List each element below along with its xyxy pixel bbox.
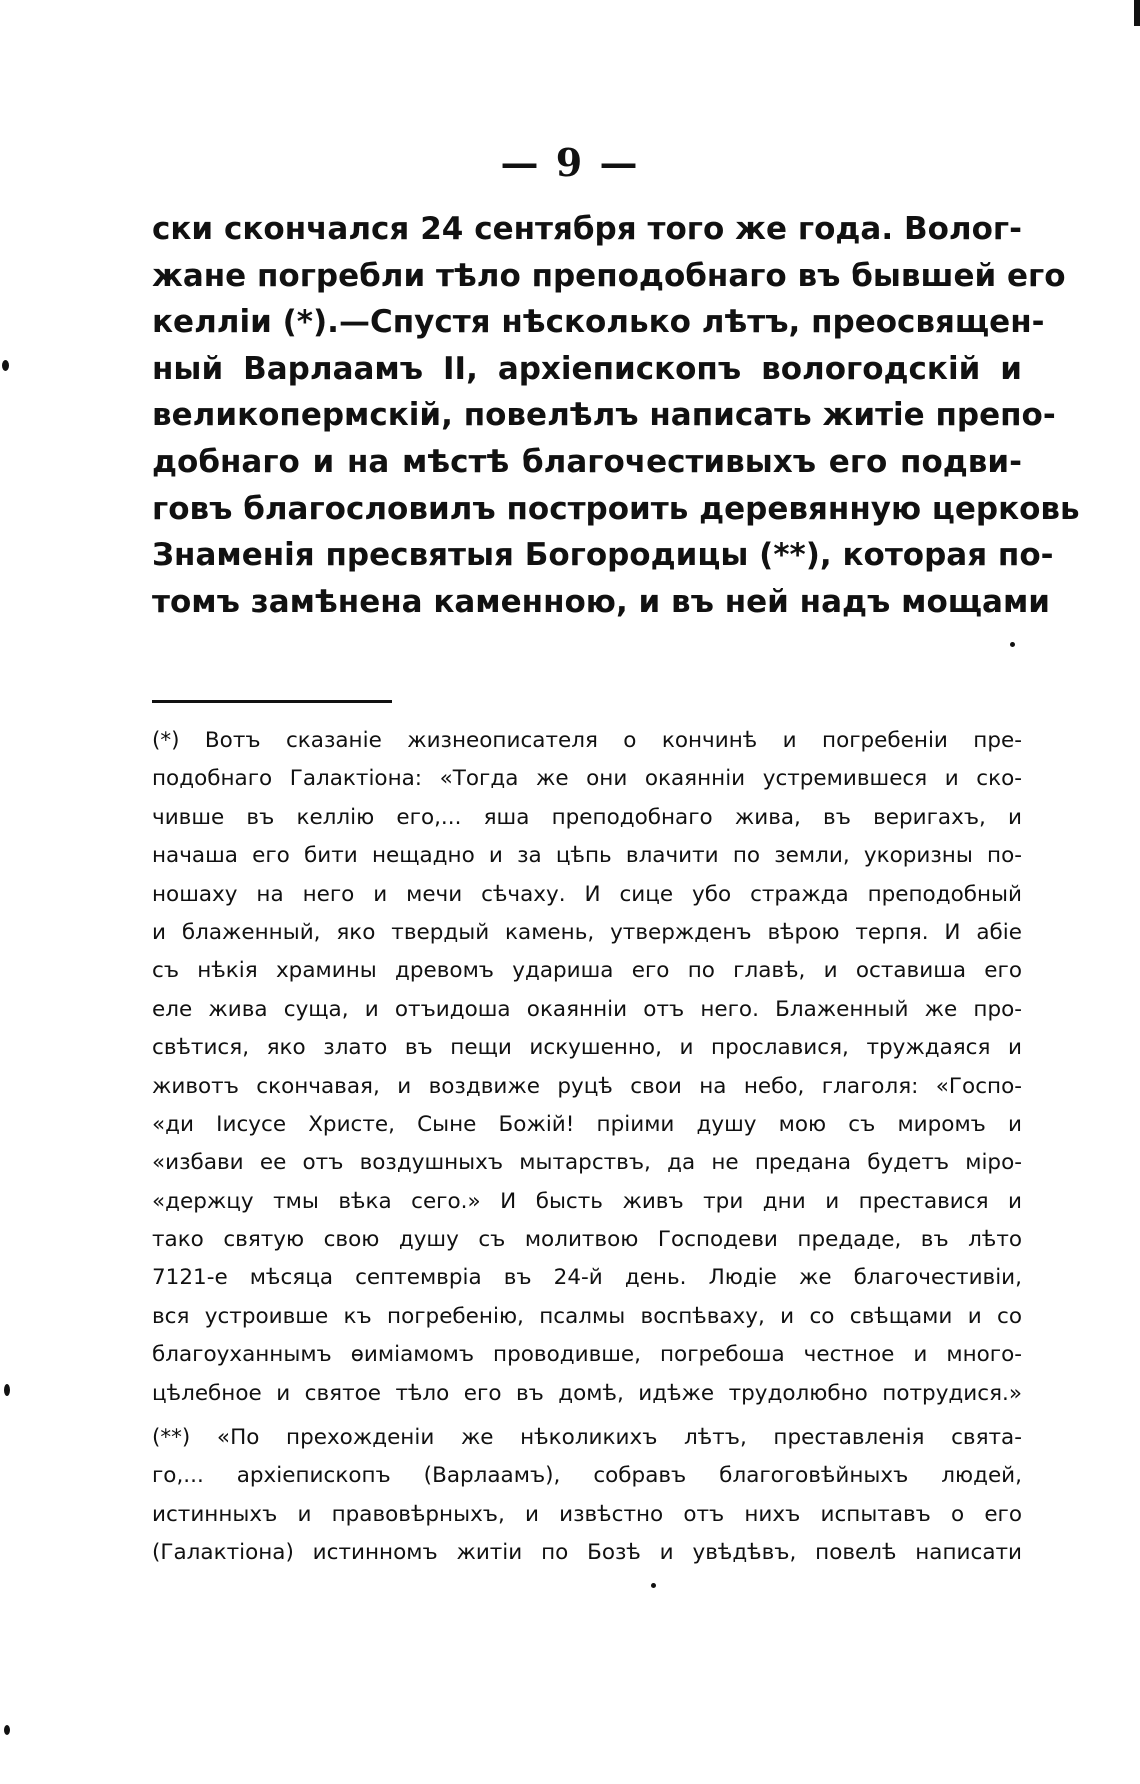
main-text-line: Знаменія пресвятыя Богородицы (**), которая по- <box>152 537 1054 574</box>
scan-speck <box>2 360 9 371</box>
scan-speck <box>4 1384 10 1396</box>
footnote-2 <box>152 1419 1022 1573</box>
scan-speck <box>4 1725 10 1735</box>
main-text <box>152 206 1080 625</box>
main-text-line: томъ замѣнена каменною, и въ ней надъ мощами <box>152 583 1051 620</box>
footnote-line: «держцу тмы вѣка сего.» И бысть живъ три дни и преставися и <box>152 1188 1022 1214</box>
footnote-line: тако святую свою душу съ молитвою Господеви предаде, въ лѣто <box>152 1227 1022 1253</box>
page-number: — 9 — <box>500 140 640 185</box>
main-text-line: жане погребли тѣло преподобнаго въ бывшей его <box>152 257 1066 294</box>
footnote-line: и блаженный, яко твердый камень, утвержденъ вѣрою терпя. И абіе <box>152 919 1022 945</box>
footnote-line: благоуханнымъ ѳиміамомъ проводивше, погребоша честное и много- <box>152 1342 1022 1368</box>
footnote-line: (**) «По прехожденіи же нѣколикихъ лѣтъ, преставленія свята- <box>152 1425 1022 1451</box>
footnote-line: 7121-е мѣсяца септемвріа въ 24-й день. Людіе же благочестивіи, <box>152 1265 1022 1291</box>
footnote-line: свѣтися, яко злато въ пещи искушенно, и прославися, труждаяся и <box>152 1035 1022 1061</box>
footnote-line: чивше въ келлію его,... яша преподобнаго жива, въ веригахъ, и <box>152 804 1022 830</box>
footnote-line: съ нѣкія храмины древомъ удариша его по главѣ, и оставиша его <box>152 958 1022 984</box>
footnote-separator <box>152 700 392 703</box>
footnote-line: подобнаго Галактіона: «Тогда же они окаянніи устремившеся и ско- <box>152 766 1022 792</box>
footnote-line: истинныхъ и правовѣрныхъ, и извѣстно отъ нихъ испытавъ о его <box>152 1501 1022 1527</box>
main-text-line: ски скончался 24 сентября того же года. Волог- <box>152 211 1022 247</box>
main-text-line: говъ благословилъ построить деревянную церковь <box>152 490 1080 527</box>
scan-speck <box>1134 0 1140 26</box>
footnote-line: цѣлебное и святое тѣло его въ домѣ, идѣже трудолюбно потрудися.» <box>152 1380 1022 1406</box>
main-text-line: ный Варлаамъ II, архіепископъ вологодскій и <box>152 350 1022 387</box>
footnote-line: «ди Іисусе Христе, Сыне Божій! пріими душу мою съ миромъ и <box>152 1111 1022 1137</box>
scan-speck <box>651 1583 656 1588</box>
footnote-line: вся устроивше къ погребенію, псалмы воспѣваху, и со свѣщами и со <box>152 1303 1022 1329</box>
main-text-line: великопермскій, повелѣлъ написать житіе препо- <box>152 397 1056 434</box>
footnote-line: еле жива суща, и отъидоша окаянніи отъ него. Блаженный же про- <box>152 996 1022 1022</box>
footnote-line: (Галактіона) истинномъ житіи по Бозѣ и увѣдѣвъ, повелѣ написати <box>152 1540 1022 1566</box>
main-text-line: келліи (*).—Спустя нѣсколько лѣтъ, преосвящен- <box>152 304 1045 341</box>
footnote-line: ношаху на него и мечи сѣчаху. И сице убо стражда преподобный <box>152 881 1022 907</box>
footnote-line: го,... архіепископъ (Варлаамъ), собравъ благоговѣйныхъ людей, <box>152 1463 1022 1489</box>
footnote-line: начаша его бити нещадно и за цѣпь влачити по земли, укоризны по- <box>152 843 1022 869</box>
footnote-line: (*) Вотъ сказаніе жизнеописателя о кончинѣ и погребеніи пре- <box>152 728 1022 753</box>
scan-speck <box>1010 642 1015 647</box>
footnotes <box>152 722 1022 1573</box>
main-text-line: добнаго и на мѣстѣ благочестивыхъ его подви- <box>152 443 1022 480</box>
footnote-line: животъ скончавая, и воздвиже руцѣ свои на небо, глаголя: «Госпо- <box>152 1073 1022 1099</box>
footnote-line: «избави ее отъ воздушныхъ мытарствъ, да не предана будетъ міро- <box>152 1150 1022 1176</box>
footnote-1 <box>152 722 1022 1413</box>
